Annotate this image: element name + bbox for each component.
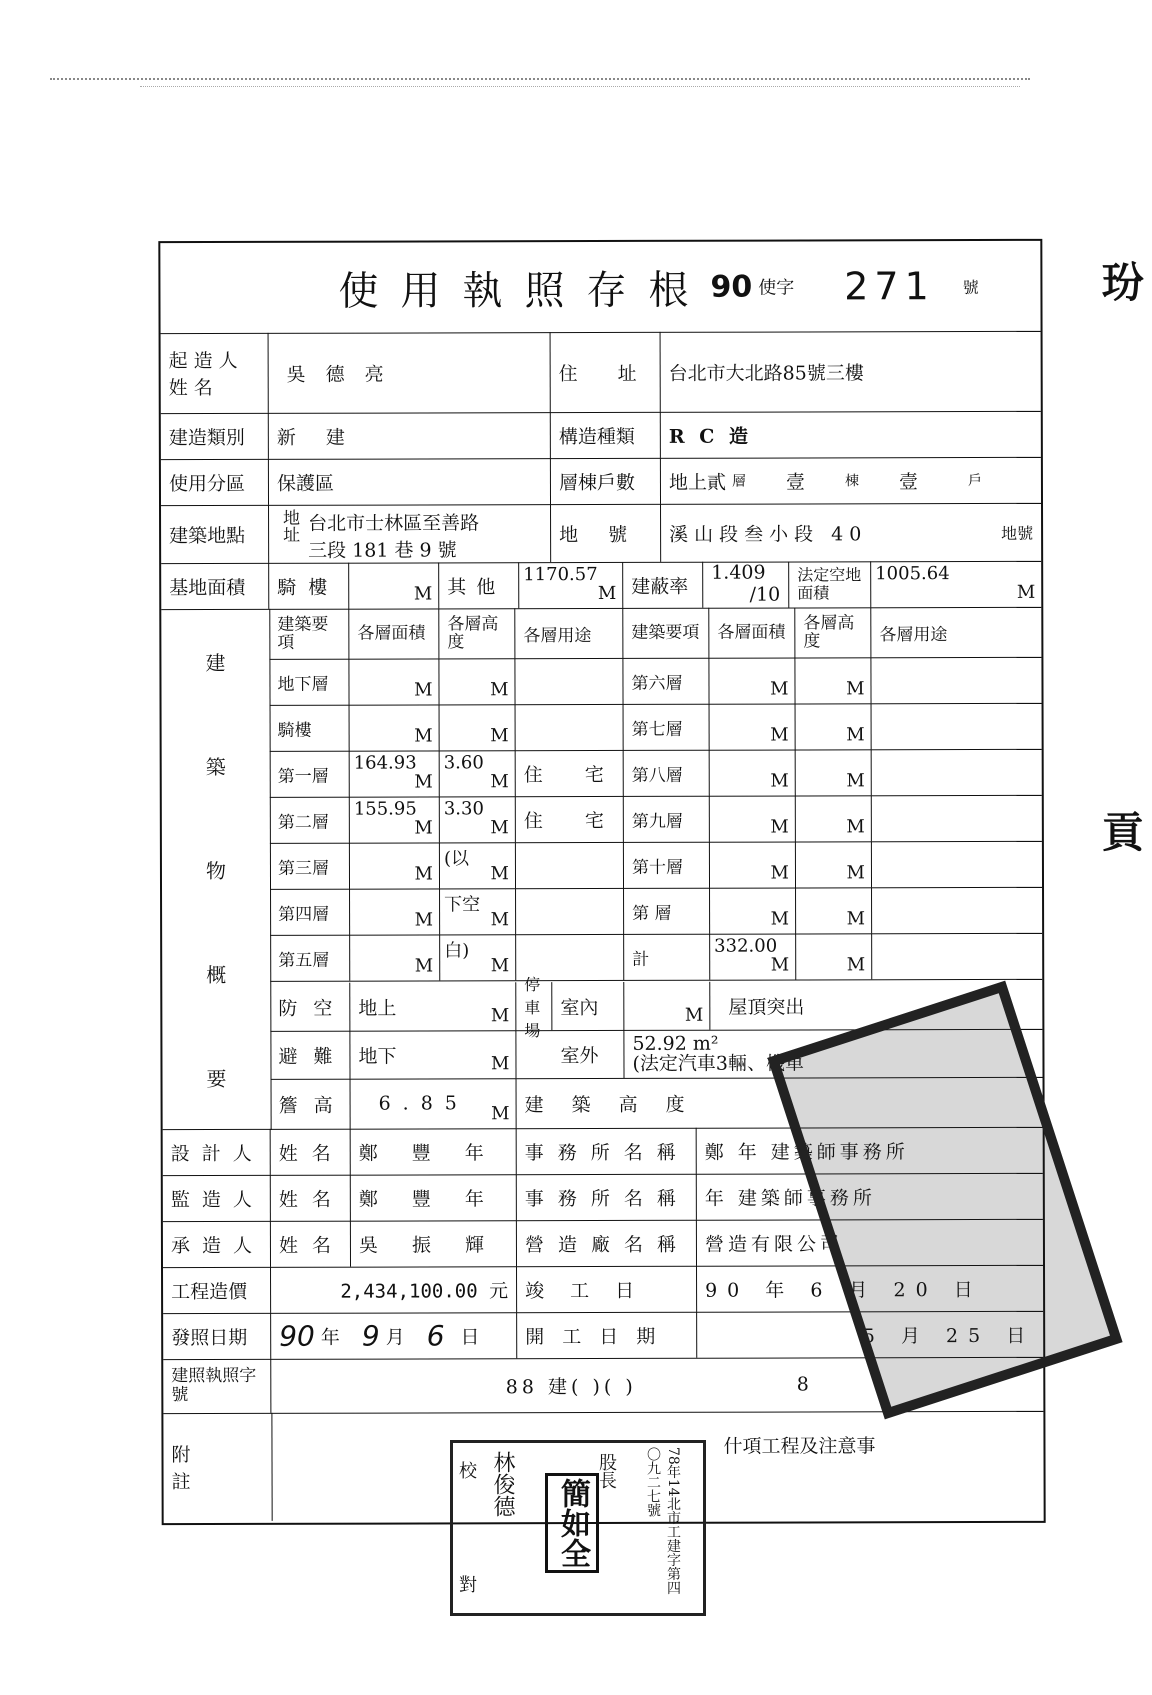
roof-label: 屋頂突出 bbox=[728, 995, 805, 1019]
title-row bbox=[160, 241, 1040, 334]
floor-row: 第四層 M 下空 M 第 層 M M bbox=[270, 887, 1042, 936]
zone-row bbox=[161, 457, 1041, 506]
permit-year: 90 bbox=[710, 269, 753, 305]
header-height: 各層高度 bbox=[447, 614, 499, 653]
permit-number: 271 bbox=[844, 264, 935, 309]
header-height-2: 各層高度 bbox=[803, 613, 855, 652]
shelter-row: 防空 地上 M 停車場 室內 M 屋頂突出 bbox=[270, 981, 1042, 1032]
floor-height: 白) bbox=[444, 940, 470, 962]
permit-word: 使字 bbox=[758, 277, 795, 299]
other-area: 1170.57 bbox=[523, 564, 598, 586]
floor-name-2: 第七層 bbox=[631, 719, 683, 740]
above-label: 地上 bbox=[358, 997, 397, 1020]
stamp-name-2: 簡如全 bbox=[545, 1473, 599, 1573]
stamp-verify: 對 bbox=[459, 1575, 477, 1596]
side-char: 概 bbox=[206, 962, 227, 987]
floor-height: 下空 bbox=[444, 894, 481, 916]
floor-name: 第二層 bbox=[277, 812, 329, 833]
header-item-2: 建築要項 bbox=[631, 622, 700, 643]
cost-label: 工程造價 bbox=[171, 1280, 248, 1303]
person-key: 姓名 bbox=[278, 1188, 345, 1211]
floor-row: 第一層 164.93 M 3.60 M 住 宅 第八層 M M bbox=[270, 749, 1042, 798]
side-char: 物 bbox=[205, 858, 226, 883]
permit-label: 建照執照字號 bbox=[171, 1365, 257, 1406]
floor-name-2: 第六層 bbox=[631, 673, 683, 694]
coverage-denominator: /10 bbox=[749, 583, 781, 606]
parking-note: (法定汽車3輛、機車 bbox=[632, 1052, 805, 1075]
buildings-unit: 棟 bbox=[844, 473, 860, 490]
site-area-label: 基地面積 bbox=[169, 576, 246, 599]
person-name: 吳 振 輝 bbox=[358, 1233, 499, 1257]
eave-label: 簷高 bbox=[278, 1094, 349, 1117]
issue-label: 發照日期 bbox=[171, 1326, 248, 1349]
build-type-label: 建造類別 bbox=[168, 426, 245, 449]
site-area-row bbox=[161, 561, 1041, 610]
eave-height: 6.85 bbox=[378, 1092, 469, 1115]
person-role: 設計人 bbox=[170, 1142, 264, 1165]
unit-m: M bbox=[1016, 581, 1036, 603]
builder-name: 吳德亮 bbox=[286, 363, 404, 386]
open-space-area: 1005.64 bbox=[875, 563, 950, 585]
office-name: 營造有限公司 bbox=[704, 1232, 843, 1256]
floor-name-2: 第九層 bbox=[631, 811, 683, 832]
coverage-label: 建蔽率 bbox=[631, 575, 689, 598]
overview-header bbox=[269, 607, 1041, 660]
stamp-name-1: 林俊德 bbox=[490, 1451, 515, 1517]
floor-name: 第四層 bbox=[278, 904, 330, 925]
floor-row: 第三層 M (以 M 第十層 M M bbox=[270, 841, 1042, 890]
scan-noise-line bbox=[50, 78, 1030, 80]
permit-value: 88 建( )( ) bbox=[505, 1375, 637, 1398]
outdoor-area: 52.92 m² bbox=[632, 1032, 719, 1055]
stamp-check: 校 bbox=[459, 1461, 477, 1482]
building-height-label: 建築高度 bbox=[524, 1093, 713, 1116]
address-label: 住址 bbox=[558, 362, 677, 385]
side-char: 要 bbox=[206, 1066, 227, 1091]
note-label: 附註 bbox=[171, 1443, 231, 1494]
issue-day: 6 bbox=[426, 1318, 445, 1352]
cost-value: 2,434,100.00 元 bbox=[340, 1279, 509, 1303]
arcade-label: 騎樓 bbox=[277, 576, 340, 599]
floor-height: 3.30 bbox=[443, 798, 484, 820]
floor-row: 地下層 M M 第六層 M M bbox=[269, 657, 1041, 706]
floor-row: 第五層 M 白) M 計 332.00 M M bbox=[270, 933, 1042, 982]
person-role: 監造人 bbox=[170, 1188, 264, 1211]
day-unit: 日 bbox=[460, 1325, 480, 1348]
location-line-1: 台北市士林區至善路 bbox=[308, 512, 480, 535]
lot-unit: 地號 bbox=[1001, 523, 1034, 543]
floor-name: 騎樓 bbox=[277, 720, 312, 741]
name-label: 姓名 bbox=[168, 377, 219, 400]
floor-name: 地下層 bbox=[277, 674, 329, 695]
outdoor-label: 室外 bbox=[560, 1044, 599, 1067]
scan-noise-line bbox=[140, 86, 1020, 87]
note-text: 什項工程及注意事 bbox=[723, 1435, 876, 1458]
start-label: 開工日期 bbox=[525, 1325, 674, 1348]
completion-label: 竣工日 bbox=[525, 1279, 661, 1302]
unit-m: M bbox=[413, 583, 433, 605]
floor-name-2: 第十層 bbox=[631, 857, 683, 878]
zone-label: 使用分區 bbox=[168, 472, 245, 495]
header-area-2: 各層面積 bbox=[717, 622, 786, 643]
month-unit: 月 bbox=[385, 1326, 405, 1349]
floor-area: 155.95 bbox=[353, 798, 417, 820]
address-sub-label: 地址 bbox=[279, 508, 300, 543]
open-space-label: 法定空地面積 bbox=[797, 565, 862, 603]
year-unit: 年 bbox=[320, 1326, 340, 1349]
floor-name-2: 計 bbox=[632, 949, 650, 970]
floor-use: 住 宅 bbox=[523, 763, 622, 786]
indoor-label: 室內 bbox=[560, 996, 599, 1019]
floor-name: 第一層 bbox=[277, 766, 329, 787]
floor-height: 3.60 bbox=[443, 752, 484, 774]
floor-area: 164.93 bbox=[353, 752, 417, 774]
type-row bbox=[161, 411, 1041, 460]
floors-value: 地上貳 bbox=[668, 471, 726, 494]
person-role: 承造人 bbox=[170, 1234, 264, 1257]
permit-suffix: 號 bbox=[962, 277, 979, 297]
header-item: 建築要項 bbox=[277, 614, 329, 653]
other-label: 其他 bbox=[447, 575, 506, 598]
floor-area-2: 332.00 bbox=[714, 935, 778, 957]
floor-name: 第五層 bbox=[278, 950, 330, 971]
evac-row: 避難 地下 M 室外 52.92 m² (法定汽車3輛、機車 bbox=[270, 1029, 1042, 1080]
lot-value: 溪山段叁小段 40 bbox=[669, 522, 868, 546]
units-unit: 戶 bbox=[967, 473, 983, 490]
unit-m: M bbox=[597, 582, 617, 605]
header-use: 各層用途 bbox=[523, 625, 592, 646]
issue-month: 9 bbox=[361, 1319, 380, 1353]
coverage-value: 1.409 bbox=[711, 561, 766, 584]
floor-name-2: 第八層 bbox=[631, 765, 683, 786]
floor-use: 住 宅 bbox=[523, 809, 622, 832]
builder-label: 起造人 bbox=[168, 349, 244, 373]
office-label: 事務所名稱 bbox=[524, 1187, 690, 1210]
edge-text: 玢 bbox=[1101, 258, 1144, 307]
review-stamp bbox=[450, 1440, 706, 1616]
note-label-cell bbox=[163, 1413, 272, 1521]
side-char: 築 bbox=[205, 754, 226, 779]
person-key: 姓名 bbox=[278, 1142, 345, 1165]
office-label: 營造廠名稱 bbox=[524, 1233, 690, 1256]
lot-label: 地號 bbox=[559, 523, 658, 546]
permit-value-2: 8 bbox=[796, 1373, 809, 1396]
structure-label: 構造種類 bbox=[558, 425, 635, 448]
issue-year: 90 bbox=[279, 1319, 315, 1353]
completion-date: 90 年 6 月 20 日 bbox=[705, 1278, 983, 1302]
office-name: 年 建築師事務所 bbox=[704, 1186, 876, 1210]
builder-row bbox=[161, 331, 1041, 414]
edge-text: 貢 bbox=[1101, 808, 1144, 857]
floor-name-2: 第 層 bbox=[632, 903, 672, 924]
person-name: 鄭 豐 年 bbox=[358, 1141, 498, 1165]
office-label: 事務所名稱 bbox=[524, 1141, 690, 1164]
stamp-chief: 股長 bbox=[596, 1453, 617, 1489]
floor-row: 第二層 155.95 M 3.30 M 住 宅 第九層 M M bbox=[270, 795, 1042, 844]
start-date: 5 月 25 日 bbox=[862, 1324, 1036, 1347]
shelter-label: 防空 bbox=[278, 997, 349, 1020]
evac-label: 避難 bbox=[278, 1045, 349, 1068]
floors-label: 層棟戶數 bbox=[558, 471, 635, 494]
page-title: 使用執照存根 bbox=[338, 267, 711, 315]
units-value: 壹 bbox=[898, 470, 919, 493]
floors-unit: 層 bbox=[731, 473, 746, 490]
zone-value: 保護區 bbox=[276, 472, 334, 495]
person-name: 鄭 豐 年 bbox=[358, 1187, 498, 1211]
header-use-2: 各層用途 bbox=[879, 624, 948, 645]
buildings-value: 壹 bbox=[785, 470, 806, 494]
builder-address: 台北市大北路85號三樓 bbox=[668, 361, 864, 385]
person-key: 姓名 bbox=[278, 1234, 345, 1257]
location-line-2: 三段 181 巷 9 號 bbox=[308, 539, 457, 562]
floor-name: 第三層 bbox=[277, 858, 329, 879]
below-label: 地下 bbox=[358, 1045, 397, 1068]
header-area: 各層面積 bbox=[357, 623, 426, 644]
parking-label: 停車場 bbox=[524, 974, 541, 1040]
side-char: 建 bbox=[205, 650, 226, 675]
office-name: 鄭 年 建築師事務所 bbox=[704, 1140, 909, 1164]
stamp-license: 78年14北市工建字第四〇九二七號 bbox=[645, 1447, 681, 1595]
eave-row: 簷高 6.85 M 建築高度 bbox=[271, 1077, 1043, 1130]
location-label: 建築地點 bbox=[169, 524, 246, 547]
build-type: 新 建 bbox=[276, 426, 357, 449]
overview-side bbox=[161, 609, 271, 1130]
structure-type: R C 造 bbox=[668, 425, 753, 448]
floor-row: 騎樓 M M 第七層 M M bbox=[270, 703, 1042, 752]
location-row bbox=[161, 503, 1041, 564]
floor-height: (以 bbox=[443, 848, 469, 870]
